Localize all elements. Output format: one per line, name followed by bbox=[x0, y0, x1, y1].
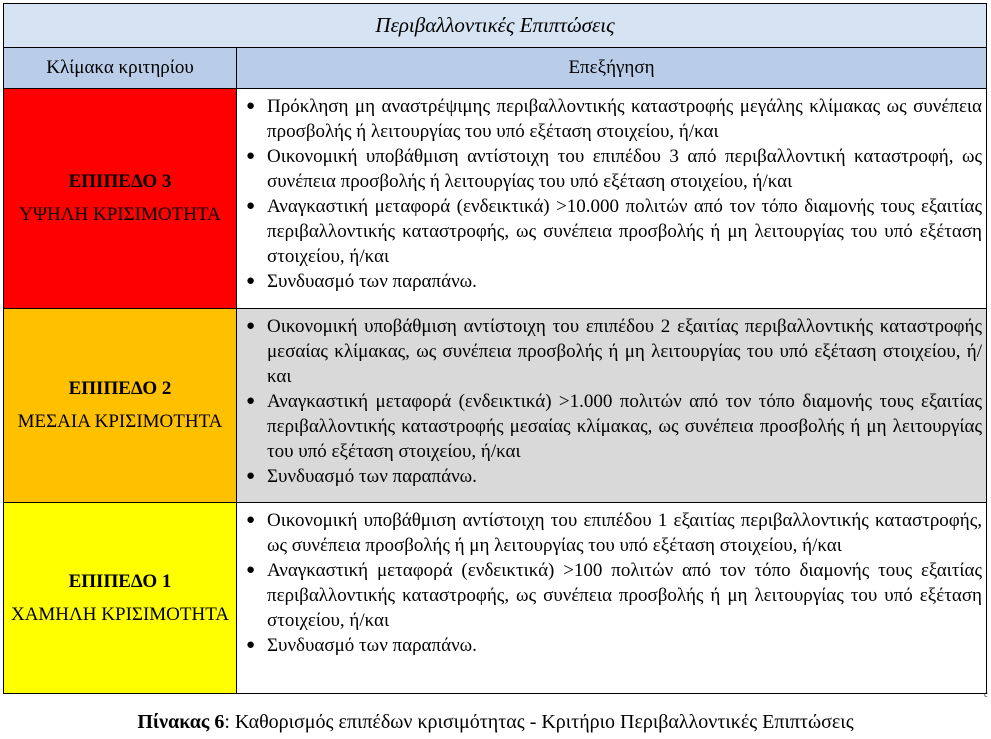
list-item-text: Συνδυασμό των παραπάνω. bbox=[267, 635, 477, 656]
bullet-icon: ● bbox=[246, 512, 256, 528]
bullet-list bbox=[237, 508, 982, 658]
list-item-text: Οικονομική υποβάθμιση αντίστοιχη του επιπέδου 2 εξαιτίας περιβαλλοντικής καταστροφής μεσαίας κλίμακας, ως συνέπεια προσβολής ή μη λειτουργίας του υπό εξέταση στοιχείου, ή/και bbox=[267, 316, 982, 387]
level-number: ΕΠΙΠΕΔΟ 3 bbox=[68, 171, 172, 192]
list-item bbox=[237, 314, 982, 389]
header-explanation: Επεξήγηση bbox=[237, 48, 987, 89]
title-row bbox=[4, 4, 987, 48]
bullet-icon: ● bbox=[246, 637, 256, 653]
bullet-icon: ● bbox=[246, 198, 256, 214]
table-title: Περιβαλλοντικές Επιπτώσεις bbox=[4, 4, 987, 48]
bullet-icon: ● bbox=[246, 468, 256, 484]
table-caption bbox=[0, 709, 991, 735]
list-item-text: Συνδυασμό των παραπάνω. bbox=[267, 271, 477, 292]
header-row bbox=[4, 48, 987, 89]
list-item bbox=[237, 144, 982, 194]
description-cell bbox=[237, 89, 987, 309]
bullet-icon: ● bbox=[246, 148, 256, 164]
description-cell bbox=[237, 503, 987, 694]
list-item bbox=[237, 194, 982, 269]
bullet-icon: ● bbox=[246, 273, 256, 289]
table-row bbox=[4, 503, 987, 694]
list-item bbox=[237, 464, 982, 489]
list-item bbox=[237, 94, 982, 144]
list-item bbox=[237, 389, 982, 464]
list-item-text: Αναγκαστική μεταφορά (ενδεικτικά) >1.000 πολιτών από τον τόπο διαμονής τους εξαιτίας περιβαλλοντικής καταστροφής μεσαίας κλίμακας, ως συνέπεια προσβολής ή μη λειτουργίας του υπό εξέταση στοιχείου, ή/και bbox=[267, 391, 982, 462]
table-row bbox=[4, 89, 987, 309]
list-item bbox=[237, 633, 982, 658]
list-item bbox=[237, 558, 982, 633]
list-item bbox=[237, 269, 982, 294]
list-item-text: Οικονομική υποβάθμιση αντίστοιχη του επιπέδου 3 από περιβαλλοντική καταστροφή, ως συνέπεια προσβολής ή λειτουργίας του υπό εξέταση στοιχείου, ή/και bbox=[267, 146, 982, 192]
level-severity: ΥΨΗΛΗ ΚΡΙΣΙΜΟΤΗΤΑ bbox=[19, 204, 221, 225]
list-item bbox=[237, 508, 982, 558]
bullet-list bbox=[237, 314, 982, 489]
caption-text: : Καθορισμός επιπέδων κρισιμότητας - Κριτήριο Περιβαλλοντικές Επιπτώσεις bbox=[224, 711, 854, 733]
list-item-text: Αναγκαστική μεταφορά (ενδεικτικά) >10.000 πολιτών από τον τόπο διαμονής τους εξαιτίας περιβαλλοντικής καταστροφής, ως συνέπεια προσβολής ή μη λειτουργίας του υπό εξέταση στοιχείου, ή/και bbox=[267, 196, 982, 267]
criticality-table bbox=[3, 3, 987, 694]
list-item-text: Πρόκληση μη αναστρέψιμης περιβαλλοντικής καταστροφής μεγάλης κλίμακας ως συνέπεια προσβολής ή λειτουργίας του υπό εξέταση στοιχείου, ή/και bbox=[267, 96, 982, 142]
bullet-icon: ● bbox=[246, 98, 256, 114]
level-cell bbox=[4, 89, 237, 309]
level-severity: ΧΑΜΗΛΗ ΚΡΙΣΙΜΟΤΗΤΑ bbox=[10, 603, 230, 625]
caption-label: Πίνακας 6 bbox=[137, 711, 225, 733]
list-item-text: Συνδυασμό των παραπάνω. bbox=[267, 466, 477, 487]
header-criterion-scale: Κλίμακα κριτηρίου bbox=[4, 48, 237, 89]
table-row bbox=[4, 309, 987, 503]
level-severity: ΜΕΣΑΙΑ ΚΡΙΣΙΜΟΤΗΤΑ bbox=[17, 411, 223, 432]
level-number: ΕΠΙΠΕΔΟ 2 bbox=[68, 378, 172, 399]
bullet-list bbox=[237, 94, 982, 294]
list-item-text: Οικονομική υποβάθμιση αντίστοιχη του επιπέδου 1 εξαιτίας περιβαλλοντικής καταστροφής, ως συνέπεια προσβολής ή μη λειτουργίας του υπό εξέταση στοιχείου, ή/και bbox=[267, 510, 982, 556]
edge-mark: c bbox=[984, 689, 988, 699]
bullet-icon: ● bbox=[246, 393, 256, 409]
level-number: ΕΠΙΠΕΔΟ 1 bbox=[68, 570, 172, 592]
bullet-icon: ● bbox=[246, 318, 256, 334]
description-cell bbox=[237, 309, 987, 503]
level-cell bbox=[4, 503, 237, 694]
bullet-icon: ● bbox=[246, 562, 256, 578]
level-cell bbox=[4, 309, 237, 503]
list-item-text: Αναγκαστική μεταφορά (ενδεικτικά) >100 πολιτών από τον τόπο διαμονής τους εξαιτίας περιβαλλοντικής καταστροφής, ως συνέπεια προσβολής ή μη λειτουργίας του υπό εξέταση στοιχείου, ή/και bbox=[267, 560, 982, 631]
